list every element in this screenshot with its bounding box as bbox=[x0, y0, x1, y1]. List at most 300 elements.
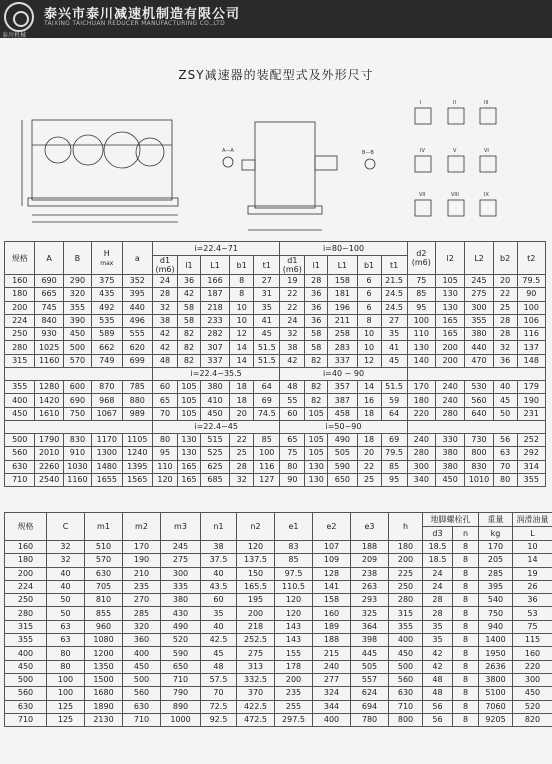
column-header bbox=[92, 242, 122, 275]
table-row bbox=[5, 275, 546, 288]
table-cell: 8 bbox=[453, 647, 479, 660]
ratio-range-header: i=22.4~35.5 bbox=[153, 368, 280, 381]
table-cell: 130 bbox=[178, 433, 201, 446]
table-row bbox=[5, 447, 546, 460]
table-cell: 38 bbox=[280, 341, 305, 354]
table-cell: 27 bbox=[381, 314, 407, 327]
table-cell: 238 bbox=[351, 567, 389, 580]
table-cell: 450 bbox=[123, 660, 161, 673]
table-cell: 3800 bbox=[479, 673, 513, 686]
table-cell: 750 bbox=[479, 607, 513, 620]
company-name: 泰兴市泰川减速机制造有限公司 bbox=[44, 7, 241, 22]
mounting-table bbox=[4, 512, 552, 727]
table-cell: 105 bbox=[178, 407, 201, 420]
table-cell: 18 bbox=[357, 407, 381, 420]
table-cell: 515 bbox=[200, 433, 229, 446]
table-cell: 80 bbox=[493, 473, 517, 486]
ratio-range-header: i=40 ~ 90 bbox=[280, 368, 407, 381]
table-cell: 28 bbox=[305, 275, 328, 288]
table-cell: 340 bbox=[407, 473, 435, 486]
table-cell: 8 bbox=[453, 567, 479, 580]
table-cell: 20 bbox=[230, 407, 254, 420]
table-cell: 125 bbox=[47, 700, 85, 713]
table-cell: 40 bbox=[201, 567, 237, 580]
table-cell: 48 bbox=[201, 660, 237, 673]
table-cell: 2636 bbox=[479, 660, 513, 673]
table-cell: 38 bbox=[153, 314, 178, 327]
table-cell: 75 bbox=[407, 275, 435, 288]
table-row bbox=[5, 288, 546, 301]
table-cell: 35 bbox=[254, 301, 280, 314]
table-cell: 42 bbox=[423, 647, 453, 660]
reducer-drawing bbox=[10, 90, 542, 238]
column-header: kg bbox=[479, 527, 513, 541]
table-cell: 137 bbox=[517, 341, 545, 354]
table-cell: 14 bbox=[513, 554, 552, 567]
table-cell: 560 bbox=[123, 687, 161, 700]
table-cell: 555 bbox=[122, 328, 152, 341]
table-cell: 510 bbox=[85, 541, 123, 554]
table-cell: 520 bbox=[161, 634, 201, 647]
table-cell: 8 bbox=[453, 634, 479, 647]
table-cell: 28 bbox=[230, 460, 254, 473]
table-cell: 600 bbox=[63, 381, 91, 394]
table-cell: 137.5 bbox=[237, 554, 275, 567]
table-cell: 910 bbox=[63, 447, 91, 460]
ratio-range-header: i=50~90 bbox=[280, 420, 407, 433]
column-header: b1 bbox=[230, 256, 254, 275]
table-cell: 170 bbox=[407, 381, 435, 394]
table-cell: 42 bbox=[280, 354, 305, 367]
table-row bbox=[5, 580, 552, 593]
table-cell: 51.5 bbox=[254, 341, 280, 354]
table-cell: 155 bbox=[275, 647, 313, 660]
table-cell: 1400 bbox=[479, 634, 513, 647]
table-cell: 500 bbox=[5, 433, 35, 446]
table-cell: 24 bbox=[423, 580, 453, 593]
table-cell: 200 bbox=[237, 607, 275, 620]
table-cell: 36 bbox=[513, 594, 552, 607]
table-cell: 158 bbox=[328, 275, 357, 288]
table-cell: 218 bbox=[200, 301, 229, 314]
table-cell: 18 bbox=[230, 394, 254, 407]
table-cell: 82 bbox=[178, 341, 201, 354]
table-cell: 8 bbox=[453, 541, 479, 554]
column-header: m1 bbox=[85, 513, 123, 541]
table-cell: 64 bbox=[254, 381, 280, 394]
table-cell: 224 bbox=[5, 314, 35, 327]
column-header: l1 bbox=[178, 256, 201, 275]
table-cell: 2260 bbox=[35, 460, 63, 473]
table-cell: 82 bbox=[178, 354, 201, 367]
table-cell: 42 bbox=[423, 660, 453, 673]
table-cell: 19 bbox=[513, 567, 552, 580]
table-cell: 10 bbox=[357, 341, 381, 354]
column-header: L1 bbox=[328, 256, 357, 275]
table-cell: 40 bbox=[47, 567, 85, 580]
company-logo-icon bbox=[4, 2, 34, 32]
table-cell: 100 bbox=[517, 301, 545, 314]
table-cell: 220 bbox=[513, 660, 552, 673]
table-cell: 625 bbox=[200, 460, 229, 473]
table-cell: 75 bbox=[280, 447, 305, 460]
table-cell: 1655 bbox=[92, 473, 122, 486]
table-cell: 58 bbox=[305, 341, 328, 354]
table-cell: 95 bbox=[153, 447, 178, 460]
column-header: e2 bbox=[313, 513, 351, 541]
table-cell: 705 bbox=[85, 580, 123, 593]
table-cell: 240 bbox=[407, 433, 435, 446]
table-cell: 24.5 bbox=[381, 301, 407, 314]
table-cell: 630 bbox=[123, 700, 161, 713]
table-cell: 240 bbox=[313, 660, 351, 673]
table-cell: 790 bbox=[161, 687, 201, 700]
assembly-drawings bbox=[10, 90, 542, 238]
table-cell: 160 bbox=[513, 647, 552, 660]
table-cell: 277 bbox=[313, 673, 351, 686]
table-cell: 24 bbox=[423, 567, 453, 580]
table-cell: 14 bbox=[230, 341, 254, 354]
table-cell: 97.5 bbox=[275, 567, 313, 580]
table-cell: 22 bbox=[493, 288, 517, 301]
table-cell: 685 bbox=[200, 473, 229, 486]
table-cell: 525 bbox=[200, 447, 229, 460]
view-label: VI bbox=[484, 148, 489, 154]
table-cell: 1240 bbox=[122, 447, 152, 460]
table-cell: 662 bbox=[92, 341, 122, 354]
table-cell: 100 bbox=[407, 314, 435, 327]
table-cell: 31 bbox=[254, 288, 280, 301]
column-header: b1 bbox=[357, 256, 381, 275]
table-cell: 200 bbox=[435, 341, 464, 354]
table-cell: 18 bbox=[357, 433, 381, 446]
dimensions-table bbox=[4, 241, 546, 487]
table-cell: 400 bbox=[5, 394, 35, 407]
table-cell: 58 bbox=[305, 328, 328, 341]
table-cell: 10 bbox=[513, 541, 552, 554]
table-cell: 1680 bbox=[85, 687, 123, 700]
table-cell: 80 bbox=[153, 433, 178, 446]
table-cell: 10 bbox=[230, 301, 254, 314]
table-cell: 32 bbox=[47, 554, 85, 567]
table-cell: 275 bbox=[237, 647, 275, 660]
table-cell: 130 bbox=[305, 473, 328, 486]
table-cell: 95 bbox=[407, 301, 435, 314]
table-cell: 45 bbox=[381, 354, 407, 367]
table-cell: 337 bbox=[200, 354, 229, 367]
table-cell: 80 bbox=[280, 460, 305, 473]
table-cell: 500 bbox=[123, 673, 161, 686]
table-cell: 109 bbox=[313, 554, 351, 567]
table-cell: 650 bbox=[328, 473, 357, 486]
table-cell: 1160 bbox=[63, 473, 91, 486]
table-cell: 141 bbox=[313, 580, 351, 593]
table-row bbox=[5, 314, 546, 327]
table-cell: 357 bbox=[328, 381, 357, 394]
table-cell: 82 bbox=[305, 354, 328, 367]
table-row bbox=[5, 328, 546, 341]
table-cell: 930 bbox=[35, 328, 63, 341]
table-cell: 231 bbox=[517, 407, 545, 420]
table-cell: 355 bbox=[63, 301, 91, 314]
table-cell: 27 bbox=[254, 275, 280, 288]
table-cell: 989 bbox=[122, 407, 152, 420]
logo-caption: 泰川机械 bbox=[2, 32, 27, 39]
table-cell: 22 bbox=[280, 301, 305, 314]
table-cell: 72.5 bbox=[201, 700, 237, 713]
table-cell: 430 bbox=[161, 607, 201, 620]
table-cell: 178 bbox=[275, 660, 313, 673]
table-cell: 60 bbox=[280, 407, 305, 420]
table-cell: 699 bbox=[122, 354, 152, 367]
table-cell: 2130 bbox=[85, 713, 123, 726]
table-cell: 840 bbox=[35, 314, 63, 327]
column-header: L1 bbox=[200, 256, 229, 275]
table-cell: 12 bbox=[230, 328, 254, 341]
column-header: A bbox=[35, 242, 63, 275]
table-cell: 344 bbox=[313, 700, 351, 713]
table-cell: 300 bbox=[161, 567, 201, 580]
table-row bbox=[5, 341, 546, 354]
table-cell: 492 bbox=[92, 301, 122, 314]
table-cell: 128 bbox=[313, 567, 351, 580]
table-cell: 263 bbox=[351, 580, 389, 593]
table-cell: 42 bbox=[153, 328, 178, 341]
table-cell: 300 bbox=[513, 673, 552, 686]
ratio-range-header: i=22.4~71 bbox=[153, 242, 280, 256]
table-cell: 450 bbox=[63, 328, 91, 341]
table-row bbox=[5, 354, 546, 367]
table-cell: 1170 bbox=[92, 433, 122, 446]
table-cell: 880 bbox=[122, 394, 152, 407]
table-cell: 36 bbox=[178, 275, 201, 288]
table-cell: 285 bbox=[479, 567, 513, 580]
table-cell: 300 bbox=[465, 301, 493, 314]
table-cell: 458 bbox=[328, 407, 357, 420]
table-cell: 960 bbox=[85, 620, 123, 633]
table-cell: 24 bbox=[153, 275, 178, 288]
table-cell: 1000 bbox=[161, 713, 201, 726]
table-cell: 490 bbox=[328, 433, 357, 446]
table-cell: 189 bbox=[313, 620, 351, 633]
table-cell: 390 bbox=[63, 314, 91, 327]
table-cell: 60 bbox=[201, 594, 237, 607]
table-cell: 40 bbox=[201, 620, 237, 633]
table-cell: 630 bbox=[85, 567, 123, 580]
table-cell: 450 bbox=[389, 647, 423, 660]
table-cell: 220 bbox=[407, 407, 435, 420]
table-cell: 6 bbox=[357, 288, 381, 301]
column-header: L2 bbox=[465, 242, 493, 275]
table-cell: 830 bbox=[465, 460, 493, 473]
table-cell: 120 bbox=[153, 473, 178, 486]
column-header: t2 bbox=[517, 242, 545, 275]
table-cell: 60 bbox=[153, 381, 178, 394]
table-cell: 370 bbox=[237, 687, 275, 700]
table-cell: 150 bbox=[237, 567, 275, 580]
table-cell: 83 bbox=[275, 541, 313, 554]
table-cell: 55 bbox=[280, 394, 305, 407]
column-header: t1 bbox=[254, 256, 280, 275]
table-cell: 300 bbox=[407, 460, 435, 473]
table-cell: 57.5 bbox=[201, 673, 237, 686]
table-cell: 35 bbox=[201, 607, 237, 620]
table-cell: 800 bbox=[389, 713, 423, 726]
table-cell: 180 bbox=[5, 288, 35, 301]
table-cell: 19 bbox=[280, 275, 305, 288]
table-cell: 624 bbox=[351, 687, 389, 700]
table-cell: 560 bbox=[465, 394, 493, 407]
table-cell: 364 bbox=[351, 620, 389, 633]
table-cell: 235 bbox=[275, 687, 313, 700]
table-cell: 26 bbox=[513, 580, 552, 593]
table-cell: 82 bbox=[305, 394, 328, 407]
table-cell: 749 bbox=[92, 354, 122, 367]
table-cell: 209 bbox=[351, 554, 389, 567]
assembly-views bbox=[415, 108, 496, 216]
table-cell: 69 bbox=[254, 394, 280, 407]
table-header-row bbox=[5, 513, 552, 527]
front-view-housing bbox=[32, 120, 172, 200]
column-header: n bbox=[453, 527, 479, 541]
table-cell: 1200 bbox=[85, 647, 123, 660]
table-cell: 380 bbox=[435, 460, 464, 473]
table-cell: 324 bbox=[313, 687, 351, 700]
table-cell: 211 bbox=[328, 314, 357, 327]
table-cell: 505 bbox=[351, 660, 389, 673]
table-cell: 224 bbox=[5, 580, 47, 593]
table-cell: 440 bbox=[465, 341, 493, 354]
table-cell: 472.5 bbox=[237, 713, 275, 726]
table-cell: 225 bbox=[389, 567, 423, 580]
table-cell: 166 bbox=[200, 275, 229, 288]
table-cell: 85 bbox=[381, 460, 407, 473]
table-cell: 130 bbox=[407, 341, 435, 354]
table-cell: 190 bbox=[517, 394, 545, 407]
table-cell: 56 bbox=[493, 433, 517, 446]
table-cell: 65 bbox=[153, 394, 178, 407]
table-cell: 21.5 bbox=[381, 275, 407, 288]
table-cell: 352 bbox=[122, 275, 152, 288]
table-cell: 1890 bbox=[85, 700, 123, 713]
table-cell: 320 bbox=[63, 288, 91, 301]
table-cell: 140 bbox=[407, 354, 435, 367]
table-cell: 500 bbox=[5, 673, 47, 686]
table-cell: 1280 bbox=[35, 381, 63, 394]
table-cell: 82 bbox=[305, 381, 328, 394]
table-cell: 165 bbox=[435, 314, 464, 327]
table-cell: 235 bbox=[123, 580, 161, 593]
table-cell: 325 bbox=[351, 607, 389, 620]
table-cell: 380 bbox=[435, 447, 464, 460]
table-cell: 375 bbox=[92, 275, 122, 288]
table-cell: 180 bbox=[5, 554, 47, 567]
ratio-range-header: i=80~100 bbox=[280, 242, 407, 256]
column-header: l1 bbox=[305, 256, 328, 275]
table-cell: 275 bbox=[161, 554, 201, 567]
table-cell: 45 bbox=[254, 328, 280, 341]
table-cell: 1067 bbox=[92, 407, 122, 420]
table-cell: 28 bbox=[493, 314, 517, 327]
table-cell: 400 bbox=[123, 647, 161, 660]
table-cell: 48 bbox=[423, 673, 453, 686]
table-cell: 590 bbox=[161, 647, 201, 660]
table-cell: 332.5 bbox=[237, 673, 275, 686]
view-label: III bbox=[484, 100, 489, 106]
table-cell: 63 bbox=[493, 447, 517, 460]
column-header: B bbox=[63, 242, 91, 275]
table-cell: 20 bbox=[357, 447, 381, 460]
table-cell: 70 bbox=[201, 687, 237, 700]
table-cell: 290 bbox=[63, 275, 91, 288]
table-cell: 90 bbox=[280, 473, 305, 486]
table-cell: 51.5 bbox=[381, 381, 407, 394]
table-cell: 187 bbox=[200, 288, 229, 301]
table-header-row bbox=[5, 242, 546, 256]
table-cell: 25 bbox=[357, 473, 381, 486]
table-cell: 25 bbox=[493, 301, 517, 314]
table-cell: 8 bbox=[453, 660, 479, 673]
table-cell: 280 bbox=[5, 607, 47, 620]
table-cell: 165 bbox=[178, 473, 201, 486]
table-cell: 18.5 bbox=[423, 554, 453, 567]
table-cell: 100 bbox=[47, 687, 85, 700]
table-cell: 130 bbox=[178, 447, 201, 460]
table-cell: 22 bbox=[230, 433, 254, 446]
table-cell: 170 bbox=[479, 541, 513, 554]
table-cell: 1565 bbox=[122, 473, 152, 486]
table-cell: 1160 bbox=[35, 354, 63, 367]
table-cell: 110 bbox=[407, 328, 435, 341]
table-cell: 14 bbox=[230, 354, 254, 367]
table-cell: 630 bbox=[389, 687, 423, 700]
table-cell: 70 bbox=[153, 407, 178, 420]
table-cell: 8 bbox=[453, 620, 479, 633]
table-cell: 258 bbox=[328, 328, 357, 341]
table-cell: 110.5 bbox=[275, 580, 313, 593]
table-cell: 105 bbox=[435, 275, 464, 288]
table-row bbox=[5, 620, 552, 633]
table-cell: 245 bbox=[161, 541, 201, 554]
table-cell: 710 bbox=[5, 473, 35, 486]
table-cell: 32 bbox=[280, 328, 305, 341]
table-cell: 380 bbox=[161, 594, 201, 607]
table-cell: 314 bbox=[517, 460, 545, 473]
table-cell: 252 bbox=[517, 433, 545, 446]
table-cell: 8 bbox=[453, 673, 479, 686]
table-cell: 100 bbox=[254, 447, 280, 460]
table-cell: 292 bbox=[517, 447, 545, 460]
table-cell: 48 bbox=[423, 687, 453, 700]
ratio-range-row bbox=[5, 420, 546, 433]
table-cell: 355 bbox=[465, 314, 493, 327]
table-cell: 240 bbox=[435, 381, 464, 394]
table-cell: 450 bbox=[513, 687, 552, 700]
table-row bbox=[5, 567, 552, 580]
table-cell: 20 bbox=[493, 275, 517, 288]
table-cell: 1105 bbox=[122, 433, 152, 446]
table-cell: 380 bbox=[465, 328, 493, 341]
table-cell: 10 bbox=[357, 328, 381, 341]
table-cell: 200 bbox=[5, 567, 47, 580]
table-cell: 450 bbox=[5, 660, 47, 673]
table-cell: 320 bbox=[123, 620, 161, 633]
table-cell: 85 bbox=[275, 554, 313, 567]
table-cell: 245 bbox=[465, 275, 493, 288]
company-name-en: TAIXING TAICHUAN REDUCER MANUFACTURING CO.,LTD bbox=[44, 20, 226, 27]
table-cell: 496 bbox=[122, 314, 152, 327]
table-cell: 280 bbox=[435, 407, 464, 420]
